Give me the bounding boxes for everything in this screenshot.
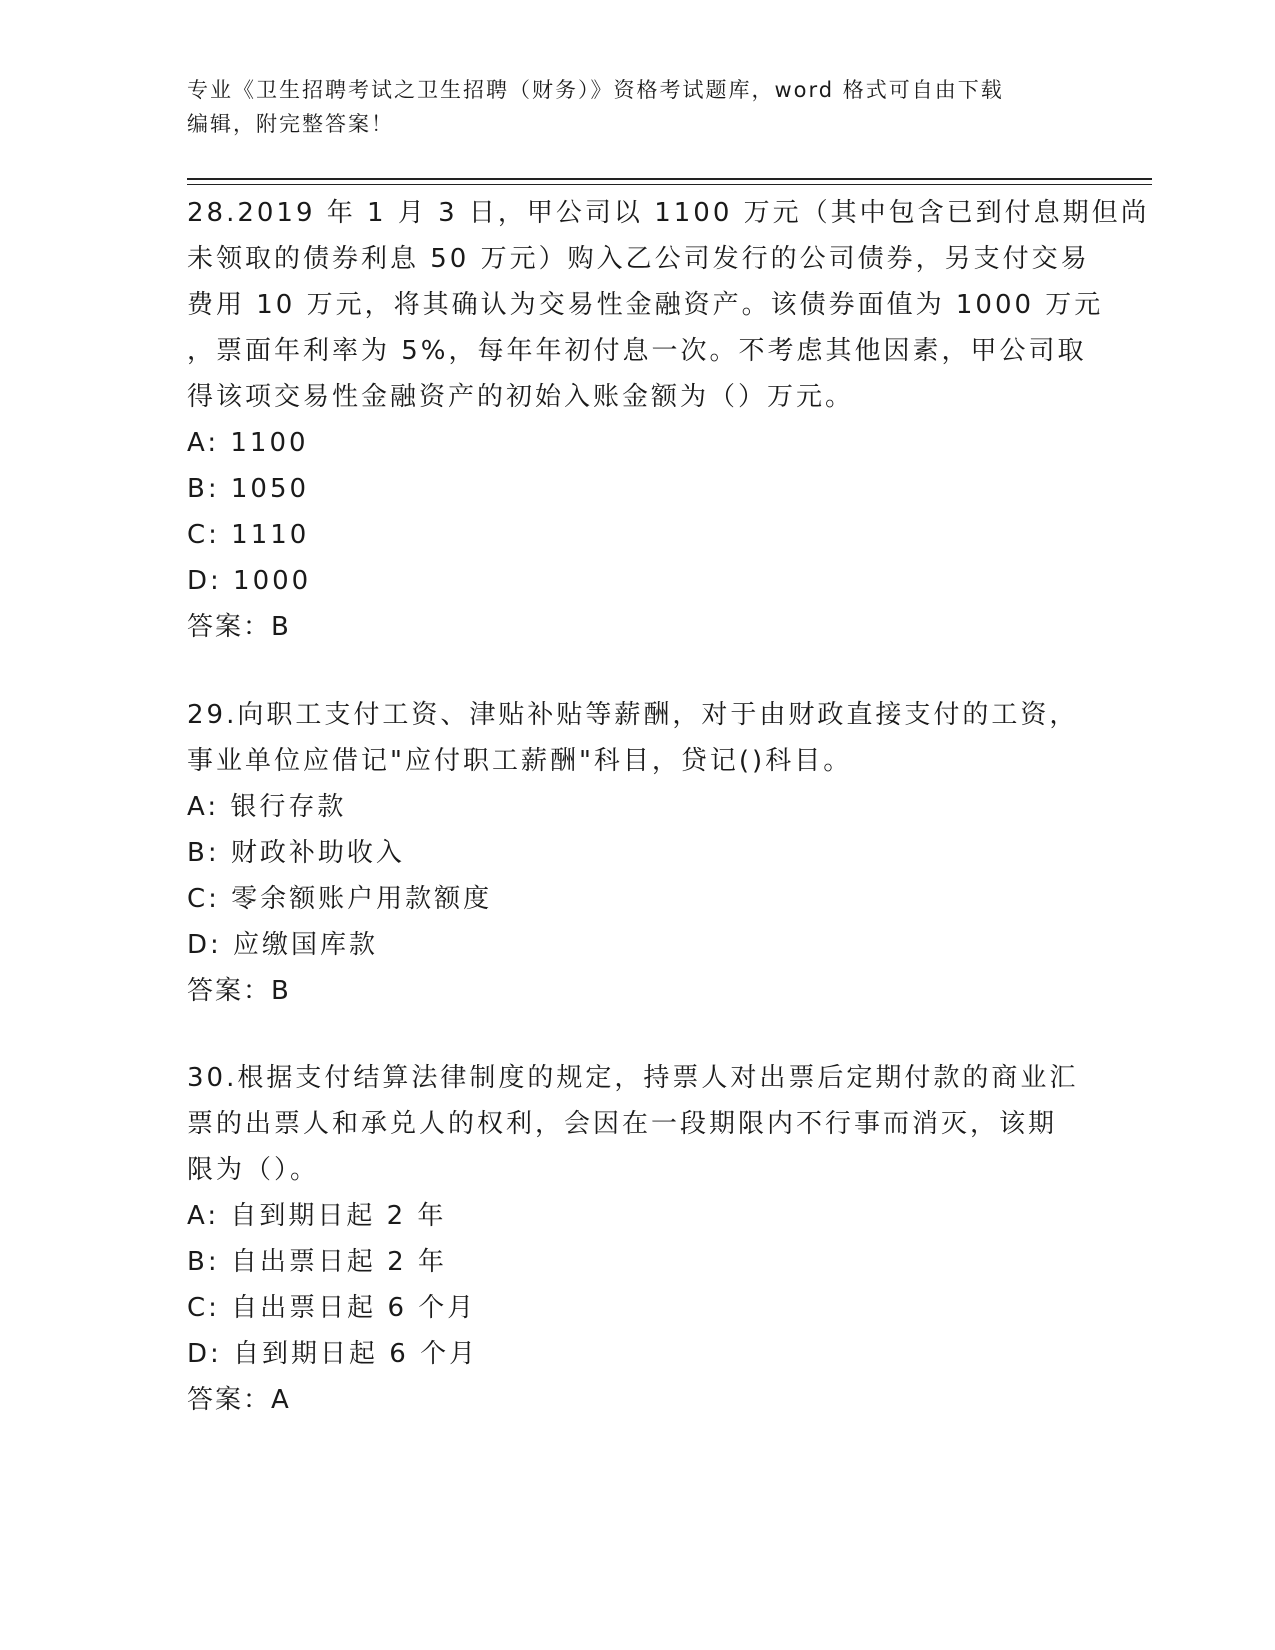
question-stem-line: 限为（）。 <box>187 1155 320 1185</box>
question-28 <box>187 190 1150 650</box>
option-a: A: 银行存款 <box>187 792 347 822</box>
question-stem-line: 得该项交易性金融资产的初始入账金额为（）万元。 <box>187 382 855 412</box>
option-d: D: 自到期日起 6 个月 <box>187 1339 479 1369</box>
question-stem-line: 30.根据支付结算法律制度的规定，持票人对出票后定期付款的商业汇 <box>187 1063 1079 1093</box>
option-b: B: 自出票日起 2 年 <box>187 1247 447 1277</box>
question-stem-line: 未领取的债券利息 50 万元）购入乙公司发行的公司债券，另支付交易 <box>187 244 1090 274</box>
header-divider-thick <box>187 178 1152 180</box>
question-stem-line: 事业单位应借记"应付职工薪酬"科目，贷记()科目。 <box>187 746 853 776</box>
option-b: B: 财政补助收入 <box>187 838 405 868</box>
option-d: D: 应缴国库款 <box>187 930 379 960</box>
question-30 <box>187 1055 1087 1423</box>
option-b: B: 1050 <box>187 474 310 504</box>
answer-line: 答案：A <box>187 1385 291 1415</box>
answer-line: 答案：B <box>187 612 291 642</box>
option-a: A: 1100 <box>187 428 309 458</box>
question-29 <box>187 692 1087 1014</box>
question-stem-line: 票的出票人和承兑人的权利，会因在一段期限内不行事而消灭，该期 <box>187 1109 1058 1139</box>
answer-line: 答案：B <box>187 976 291 1006</box>
document-header <box>187 73 1087 141</box>
question-stem-line: 费用 10 万元，将其确认为交易性金融资产。该债券面值为 1000 万元 <box>187 290 1104 320</box>
header-line-1: 专业《卫生招聘考试之卫生招聘（财务）》资格考试题库，word 格式可自由下载 <box>187 78 1004 102</box>
header-divider-thin <box>187 184 1152 185</box>
option-a: A: 自到期日起 2 年 <box>187 1201 447 1231</box>
option-c: C: 1110 <box>187 520 310 550</box>
question-stem-line: ，票面年利率为 5%，每年年初付息一次。不考虑其他因素，甲公司取 <box>187 336 1087 366</box>
option-c: C: 零余额账户用款额度 <box>187 884 493 914</box>
question-stem-line: 29.向职工支付工资、津贴补贴等薪酬，对于由财政直接支付的工资， <box>187 700 1079 730</box>
question-stem-line: 28.2019 年 1 月 3 日，甲公司以 1100 万元（其中包含已到付息期但尚 <box>187 198 1150 228</box>
header-line-2: 编辑，附完整答案！ <box>187 112 394 136</box>
option-d: D: 1000 <box>187 566 312 596</box>
option-c: C: 自出票日起 6 个月 <box>187 1293 477 1323</box>
